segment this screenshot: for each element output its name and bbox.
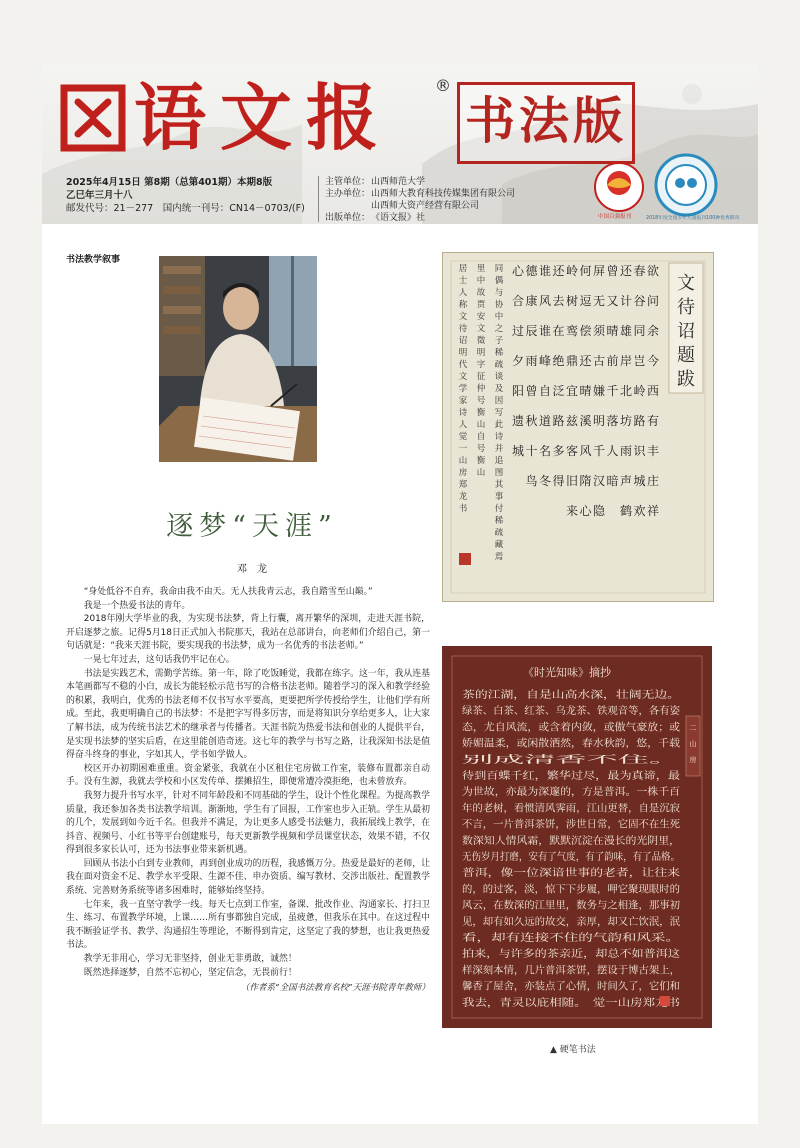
masthead [42,64,758,224]
calligraphy-colophon: 里中故贾安文徵明字征仲号衡山自号衡山 [476,264,486,478]
quality-badge-icon [654,153,718,217]
calligraphy-column: 岭树鸾鼎宜兹客旧来 [565,264,579,518]
calligraphy-column: 屏无须古嫌明千汉隐 [592,264,606,518]
publisher-row: 出版单位：《语文报》社 [325,213,426,223]
publisher-row: 主管单位：山西师范大学 [325,177,426,187]
hardpen-line: 看，却有连接不住的气韵和风采。 [462,933,612,944]
calligraphy-hardpen-art [442,646,712,1028]
calligraphy-vertical [442,252,714,602]
hardpen-line: 拍来，与许多的茶亲近，却总不如普洱这 [462,949,642,961]
hardpen-line: 的，的过客，淡，惊下下步履，呷它聚现眼时的 [462,884,672,896]
seal-icon [660,996,670,1006]
hardpen-line: 年的老树，看惯清风霁雨，江山更替，自是沉寂 [462,803,672,815]
calligraphy-column: 欲问余今西有丰庄祥 [646,264,660,518]
issue-info [66,176,316,215]
hardpen-line: 绿茶、白茶、红茶、乌龙茶、铁观音等，各有姿 [462,706,672,718]
hardpen-line: 风云，在数深的江里里，数务与之相逢，那事初 [462,900,672,912]
calligraphy-column: 何逗偿还晴溪风隋心 [579,264,592,518]
badge2-caption: 2018年度全国少年儿童报刊100种优秀期刊 [646,216,740,221]
newspaper-title: 语文报 [134,75,393,160]
hardpen-title: 《时光知味》摘抄 [523,666,611,679]
article-paragraph: 回顾从书法小白到专业教师，再到创业成功的历程，我感慨万分。热爱是最好的老师，让我在面对资金不足、教学水平受限、生源不佳、申办资质、编写教材、交涉出版社、配置教学系统、完善财务系统等诸多困难时，能够始终坚持。 [66,858,430,897]
hardpen-line: 茶的江湖，自是山高水深，壮阔无边。 [462,690,632,701]
calligraphy-header-char: 跋 [677,369,695,390]
article-paragraph: 校区开办初期困难重重。资金紧张，我就在小区租住宅房做工作室，装修布置都亲自动手。没有生源，我就去学校和小区发传单、摆摊招生，即便常遭冷漠拒绝，也未曾放弃。 [66,763,430,788]
postal-code: 邮发代号：21－277 国内统一刊号：CN14－0703/(F) [66,203,305,214]
article-paragraph: 既然选择逐梦，自然不忘初心，坚定信念，无畏前行！ [83,967,297,978]
issue-date: 2025年4月15日 第8期（总第401期）本期8版 [66,177,273,188]
hardpen-line: 样深刻本情，几片普洱茶饼，摆设于博古架上， [462,965,672,977]
article-title: 逐梦“天涯” [166,511,338,542]
article-author: 邓 龙 [237,564,267,575]
hardpen-line: 我去，青灵以庇相随。 觉一山房郑龙书 [462,997,637,1009]
article-paragraph: 2018年刚大学毕业的我，为实现书法梦，背上行囊，离开繁华的深圳，走进天涯书院，开启逐梦之旅。记得5月18日正式加入书院那天，我站在总部讲台，向老师们介绍自己，第一句话就是：“我来天涯书院，要实现我的书法梦，成为一名优秀的书法老师。” [66,614,430,652]
hardpen-line: 别成清香不住。 [462,754,532,766]
seal-icon [459,553,471,565]
section-label: 书法教学叙事 [66,255,121,265]
image-caption: ▲ 硬笔书法 [550,1045,596,1055]
hardpen-line: 普洱，像一位深谙世事的老者，让往来 [462,868,632,880]
divider [318,176,319,222]
badge1-caption: 中国百强报刊 [598,214,632,220]
logo-mark-icon [58,82,128,154]
calligraphy-column: 还计雄岸北坊雨声鹤 [619,264,633,518]
calligraphy-column: 曾又晴前千落人暗 [606,264,619,488]
calligraphy-column: 谁风谁峰自道名冬 [538,264,552,488]
calligraphy-hardpen [442,646,712,1028]
hardpen-line: 无伤岁月打磨，安有了气度，有了韵味，有了品格。 [462,852,692,863]
author-photo [159,256,317,462]
calligraphy-colophon: 居士人称文待诏明代文学家诗人觉一山房郑龙书 [458,264,468,514]
article-paragraph: 教学无非用心，学习无非坚持，创业无非勇敢，诚然！ [83,954,297,965]
hardpen-line: 为世故，亦最为深邃的，方是普洱。一株千百 [462,787,662,799]
hardpen-line: 态，尤自风流，或含着内敛，或傲气豪放；或 [462,722,662,734]
hardpen-line: 数深知人情风霜，默默沉淀在漫长的光阴里， [462,835,662,847]
newspaper-page [42,64,758,1124]
calligraphy-vertical-art [443,253,713,601]
article-paragraph: “身处低谷不自弃，我命由我不由天。无人扶我青云志，我自踏雪至山巅。” [83,587,373,597]
calligraphy-column: 还去在绝泛路多得 [552,264,565,488]
hardpen-line: 不言，一片普洱茶饼，涉世日常，它固不在生死 [462,819,672,831]
publisher-info [325,176,515,224]
edition-stamp: 书法版 [457,82,635,164]
award-badge-icon [593,161,645,213]
lunar-date: 乙巳年三月十八 [66,190,133,201]
article-paragraph: 一晃七年过去，这句话我仍牢记在心。 [83,654,235,665]
article-paragraph: 我是一个热爱书法的青年。 [83,600,191,611]
calligraphy-column: 春谷同岂岭路识城欢 [633,264,646,518]
calligraphy-column: 德康辰雨曾秋十鸟 [525,264,538,488]
publisher-row: 山西师大资产经营有限公司 [371,201,480,211]
publisher-row: 主办单位：山西师大教育科技传媒集团有限公司 [325,189,516,199]
hardpen-line: 馨香了屋舍，亦装点了心情，时间久了，它们和 [462,981,672,993]
hardpen-line: 待到百蝶千红，繁华过尽，最为真谛，最 [462,771,642,782]
article-paragraph: 我努力提升书写水平，针对不同年龄段和不同基础的学生，设计个性化课程。为提高教学质量，我还参加各类书法教学培训。渐渐地，学生有了回报，工作室也步入正轨。学生从最初的几个，发展到如今近千名。但我并不满足，为让更多人感受书法魅力，我拓展线上教学，在抖音、视频号、小红书等平台创建账号，每天更新教学视频和学员课堂状态，效果不错，不仅得到很多家长认可，还为书法事业带来新机遇。 [66,790,430,856]
hardpen-side-label: 二山房 [689,724,697,764]
hardpen-line: 见，却有如久远的故交，亲厚，却又亡饮泯，泯 [462,916,672,928]
hardpen-line: 娇媚温柔，或闲散洒然，春水秋韵，悠，千载 [462,738,662,750]
calligraphy-colophon: 同偶与协中之子稀疏谈及因写此诗并追图其事付稀疏藏焉 [494,264,504,562]
calligraphy-header-char: 文 [677,273,695,294]
article-paragraph: 七年来，我一直坚守教学一线。每天七点到工作室，备课、批改作业、沟通家长、打扫卫生、练习、布置教学环境，上课……所有事都独自完成，虽疲惫，但我乐在其中。在这过程中我不断验证学书、教学、沟通招生等理论，不断得到肯定，这坚定了我的梦想，也让我更热爱书法。 [66,899,430,951]
registered-mark: ® [435,76,451,95]
calligraphy-column: 心合过夕阳遗城 [511,264,525,458]
calligraphy-header-char: 题 [677,345,695,366]
author-note: （作者系“全国书法教育名校”天涯书院青年教师） [240,983,430,994]
article-body [66,586,430,996]
calligraphy-header-char: 待 [677,297,695,318]
calligraphy-header-char: 诏 [677,321,695,342]
article-paragraph: 书法是实践艺术，需勤学苦练。第一年，除了吃饭睡觉，我都在练字。这一年，我从连基本笔画都写不稳的小白，成长为能轻松示范书写的合格书法老师。随着学习的深入和教学经验的积累，我明白，优秀的书法老师不仅书写水平要高，更要把所学传授给学生，让他们学有所成。至此，我更明确自己的书法梦：不是把字写得多厉害，而是将知识分享给更多人，让大家了解书法，成为传统书法艺术的继承者与传播者。天涯书院为热爱书法和创业的人提供平台，是实现书法梦的坚实后盾，在这里能创造奇迹。这七年的教学与书写之路，让我深知书法是值得奋斗终身的事业，字如其人，学书如学做人。 [66,668,430,761]
